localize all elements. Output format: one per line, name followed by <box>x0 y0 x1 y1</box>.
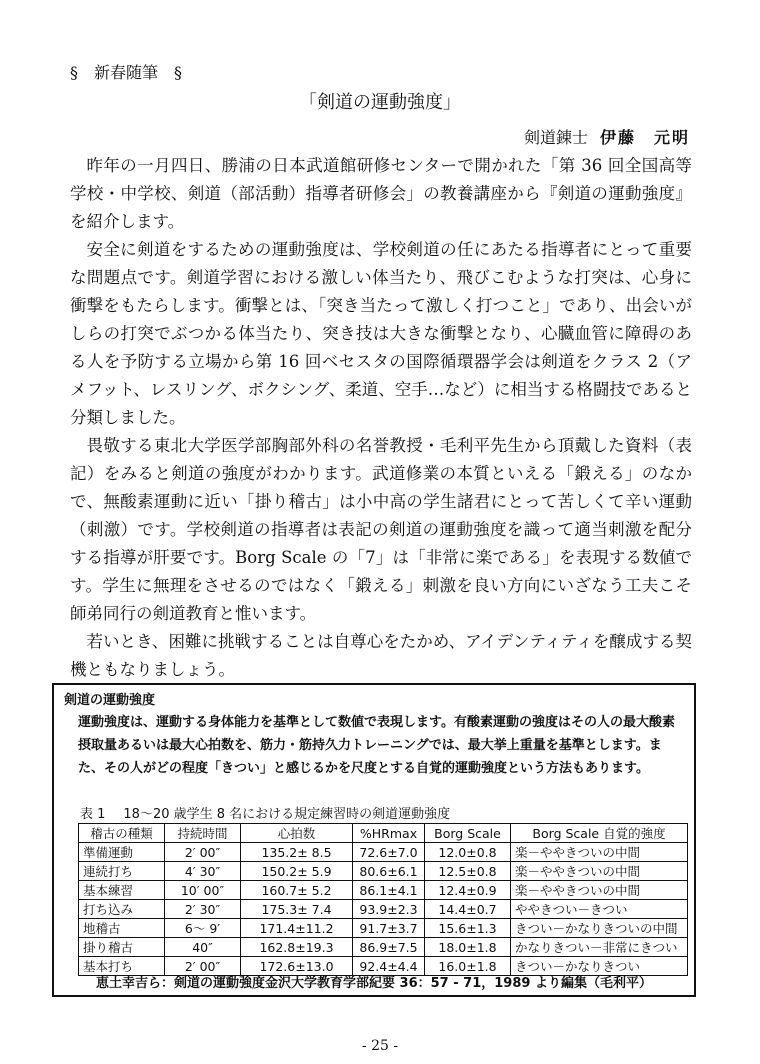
table-cell: 準備運動 <box>79 843 165 862</box>
table-cell: 掛り稽古 <box>79 938 165 957</box>
paragraph: 安全に剣道をするための運動強度は、学校剣道の任にあたる指導者にとって重要な問題点です。剣道学習における激しい体当たり、飛びこむような打突は、心身に衝撃をもたらします。衝撃とは、「突き当たって激しく打つこと」であり、出会いがしらの打突でぶつかる体当たり、突き技は大きな衝撃となり、心臓血管に障碍のある人を予防する立場から第 16 回ベセスタの国際循環器学会は剣道をクラス 2（アメフット、レスリング、ボクシング、柔道、空手…など）に相当する格闘技であると分類しました。 <box>70 240 693 427</box>
table-cell: 10′ 00″ <box>165 881 241 900</box>
table-row <box>79 862 688 881</box>
table-row <box>79 881 688 900</box>
paragraph: 畏敬する東北大学医学部胸部外科の名誉教授・毛利平先生から頂戴した資料（表記）をみると剣道の強度がわかります。武道修業の本質といえる「鍛える」のなかで、無酸素運動に近い「掛り稽古」は小中高の学生諸君にとって苦しくて辛い運動（刺激）です。学校剣道の指導者は表記の剣道の運動強度を識って適当刺激を配分する指導が肝要です。Borg Scale の「7」は「非常に楽である」を表現する数値です。学生に無理をさせるのではなく「鍛える」刺激を良い方向にいざなう工夫こそ師弟同行の剣道教育と惟います。 <box>70 436 692 623</box>
table-cell: 2′ 30″ <box>165 900 241 919</box>
table-cell: 12.0±0.8 <box>425 843 511 862</box>
column-header: Borg Scale <box>425 824 511 843</box>
table-row <box>79 919 688 938</box>
table-cell: 175.3± 7.4 <box>241 900 353 919</box>
table-cell: 地稽古 <box>79 919 165 938</box>
table-cell: 12.5±0.8 <box>425 862 511 881</box>
table-cell: 楽－ややきついの中間 <box>511 862 688 881</box>
table-cell: 171.4±11.2 <box>241 919 353 938</box>
table-cell: 2′ 00″ <box>165 957 241 976</box>
table-cell: 135.2± 8.5 <box>241 843 353 862</box>
paragraph: 若いとき、困難に挑戦することは自尊心をたかめ、アイデンティティを醸成する契機ともなりましょう。 <box>70 632 692 679</box>
table-cell: 160.7± 5.2 <box>241 881 353 900</box>
table-cell: 16.0±1.8 <box>425 957 511 976</box>
author-line <box>524 125 690 148</box>
table-cell: 80.6±6.1 <box>353 862 425 881</box>
intensity-table <box>78 823 688 976</box>
paragraph: 昨年の一月四日、勝浦の日本武道館研修センターで開かれた「第 36 回全国高等学校・中学校、剣道（部活動）指導者研修会」の教養講座から『剣道の運動強度』を紹介します。 <box>70 156 692 231</box>
info-box-description: 運動強度は、運動する身体能力を基準として数値で表現します。有酸素運動の強度はその人の最大酸素摂取量あるいは最大心拍数を、筋力・筋持久力トレーニングでは、最大挙上重量を基準とします。また、その人がどの程度「きつい」と感じるかを尺度とする自覚的運動強度という方法もあります。 <box>78 715 675 776</box>
table-cell: 基本打ち <box>79 957 165 976</box>
table-cell: 92.4±4.4 <box>353 957 425 976</box>
table-row <box>79 843 688 862</box>
table-cell: 172.6±13.0 <box>241 957 353 976</box>
table-cell: 6～ 9′ <box>165 919 241 938</box>
table-cell: 打ち込み <box>79 900 165 919</box>
page-number: - 25 - <box>361 1038 399 1054</box>
table-cell: 楽－ややきついの中間 <box>511 843 688 862</box>
author-name: 伊藤 元明 <box>599 128 690 147</box>
table-cell: 150.2± 5.9 <box>241 862 353 881</box>
info-box-title: 剣道の運動強度 <box>64 693 156 708</box>
table-cell: 12.4±0.9 <box>425 881 511 900</box>
author-title: 剣道錬士 <box>523 128 588 147</box>
column-header: %HRmax <box>353 824 425 843</box>
column-header: 心拍数 <box>241 824 353 843</box>
table-cell: 18.0±1.8 <box>425 938 511 957</box>
info-box <box>52 683 696 997</box>
table-cell: 86.1±4.1 <box>353 881 425 900</box>
table-cell: 2′ 00″ <box>165 843 241 862</box>
table-cell: 15.6±1.3 <box>425 919 511 938</box>
table-cell: かなりきつい－非常にきつい <box>511 938 688 957</box>
article-title: 「剣道の運動強度」 <box>299 92 461 113</box>
table-cell: 91.7±3.7 <box>353 919 425 938</box>
table-number: 表 1 <box>80 807 106 822</box>
section-label: § 新春随筆 § <box>70 63 183 82</box>
table-cell: ややきつい－きつい <box>511 900 688 919</box>
column-header: 稽古の種類 <box>79 824 165 843</box>
table-cell: きつい－かなりきつい <box>511 957 688 976</box>
table-cell: 72.6±7.0 <box>353 843 425 862</box>
article-body <box>70 152 692 684</box>
table-cell: 162.8±19.3 <box>241 938 353 957</box>
table-row <box>79 938 688 957</box>
column-header: Borg Scale 自覚的強度 <box>511 824 688 843</box>
column-header: 持続時間 <box>165 824 241 843</box>
table-cell: 40″ <box>165 938 241 957</box>
table-cell: きつい－かなりきついの中間 <box>511 919 688 938</box>
table-row <box>79 900 688 919</box>
table-source-note: 恵土幸吉ら：剣道の運動強度金沢大学教育学部紀要 36：57 - 71，1989 より編集（毛利平） <box>96 976 652 991</box>
table-cell: 連続打ち <box>79 862 165 881</box>
table-cell: 4′ 30″ <box>165 862 241 881</box>
table-cell: 86.9±7.5 <box>353 938 425 957</box>
table-cell: 93.9±2.3 <box>353 900 425 919</box>
table-cell: 14.4±0.7 <box>425 900 511 919</box>
table-caption-text: 18～20 歳学生 8 名における規定練習時の剣道運動強度 <box>123 807 451 822</box>
table-caption <box>80 803 450 822</box>
table-header-row <box>79 824 688 843</box>
table-cell: 基本練習 <box>79 881 165 900</box>
table-cell: 楽－ややきついの中間 <box>511 881 688 900</box>
